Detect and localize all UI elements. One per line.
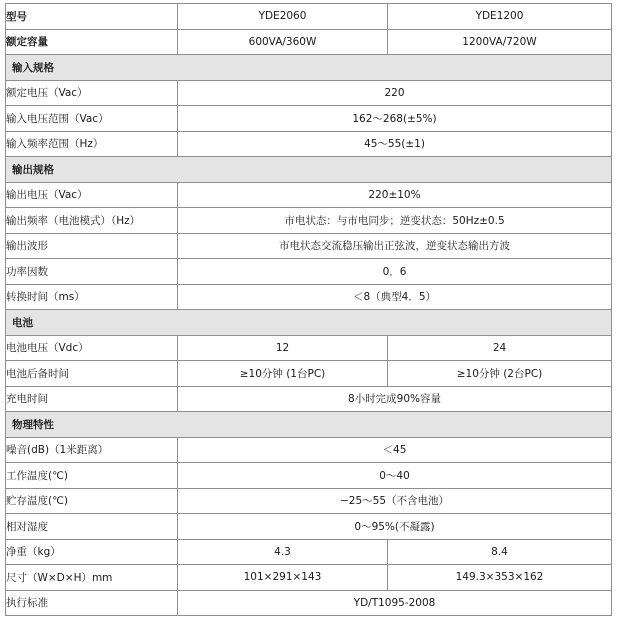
row-value: 市电状态交流稳压输出正弦波，逆变状态输出方波 (178, 233, 612, 259)
row-value-yde2060: ≥10分钟 (1台PC) (178, 361, 388, 387)
table-row (6, 131, 612, 157)
section-input (6, 55, 612, 81)
table-row (6, 335, 612, 361)
row-label: 噪音(dB)（1米距离） (6, 437, 178, 463)
table-row (6, 182, 612, 208)
row-value: 220±10% (178, 182, 612, 208)
row-value-yde2060: 12 (178, 335, 388, 361)
row-label: 转换时间（ms） (6, 284, 178, 310)
row-label: 工作温度(℃) (6, 463, 178, 489)
row-value: 市电状态：与市电同步；逆变状态：50Hz±0.5 (178, 208, 612, 234)
row-value-yde2060: 4.3 (178, 539, 388, 565)
row-value: 220 (178, 80, 612, 106)
row-value: 162～268(±5%) (178, 106, 612, 132)
model-yde1200: YDE1200 (388, 4, 612, 30)
row-label: 充电时间 (6, 386, 178, 412)
model-yde2060: YDE2060 (178, 4, 388, 30)
table-row (6, 106, 612, 132)
table-row (6, 80, 612, 106)
section-output (6, 157, 612, 183)
row-label: 电池电压（Vdc） (6, 335, 178, 361)
row-value: 0～40 (178, 463, 612, 489)
row-value-yde1200: 149.3×353×162 (388, 565, 612, 591)
table-row (6, 488, 612, 514)
table-row (6, 565, 612, 591)
row-label: 电池后备时间 (6, 361, 178, 387)
model-row (6, 4, 612, 30)
row-value: YD/T1095-2008 (178, 590, 612, 616)
capacity-row (6, 29, 612, 55)
spec-table (5, 3, 612, 616)
row-label: 额定电压（Vac） (6, 80, 178, 106)
table-row (6, 361, 612, 387)
row-label: 相对湿度 (6, 514, 178, 540)
row-label: 输入电压范围（Vac） (6, 106, 178, 132)
capacity-label: 额定容量 (6, 29, 178, 55)
table-row (6, 233, 612, 259)
model-label: 型号 (6, 4, 178, 30)
table-row (6, 259, 612, 285)
capacity-yde2060: 600VA/360W (178, 29, 388, 55)
table-row (6, 590, 612, 616)
row-label: 尺寸（W×D×H）mm (6, 565, 178, 591)
table-row (6, 437, 612, 463)
section-title: 电池 (6, 310, 612, 336)
row-value-yde2060: 101×291×143 (178, 565, 388, 591)
row-label: 输入频率范围（Hz） (6, 131, 178, 157)
capacity-yde1200: 1200VA/720W (388, 29, 612, 55)
section-title: 物理特性 (6, 412, 612, 438)
row-label: 功率因数 (6, 259, 178, 285)
row-value-yde1200: 8.4 (388, 539, 612, 565)
table-row (6, 463, 612, 489)
row-value-yde1200: 24 (388, 335, 612, 361)
row-value-yde1200: ≥10分钟 (2台PC) (388, 361, 612, 387)
table-row (6, 514, 612, 540)
section-battery (6, 310, 612, 336)
row-value: 8小时完成90%容量 (178, 386, 612, 412)
table-row (6, 539, 612, 565)
row-label: 执行标准 (6, 590, 178, 616)
section-title: 输入规格 (6, 55, 612, 81)
table-row (6, 386, 612, 412)
row-value: 45～55(±1) (178, 131, 612, 157)
row-value: 0．6 (178, 259, 612, 285)
row-label: 输出频率（电池模式）（Hz） (6, 208, 178, 234)
row-label: 输出波形 (6, 233, 178, 259)
row-label: 净重（kg） (6, 539, 178, 565)
row-value: ＜8（典型4．5） (178, 284, 612, 310)
row-value: 0～95%(不凝露) (178, 514, 612, 540)
row-label: 输出电压（Vac） (6, 182, 178, 208)
row-value: −25～55（不含电池） (178, 488, 612, 514)
section-physical (6, 412, 612, 438)
row-label: 贮存温度(℃) (6, 488, 178, 514)
table-row (6, 284, 612, 310)
row-value: ＜45 (178, 437, 612, 463)
table-row (6, 208, 612, 234)
section-title: 输出规格 (6, 157, 612, 183)
